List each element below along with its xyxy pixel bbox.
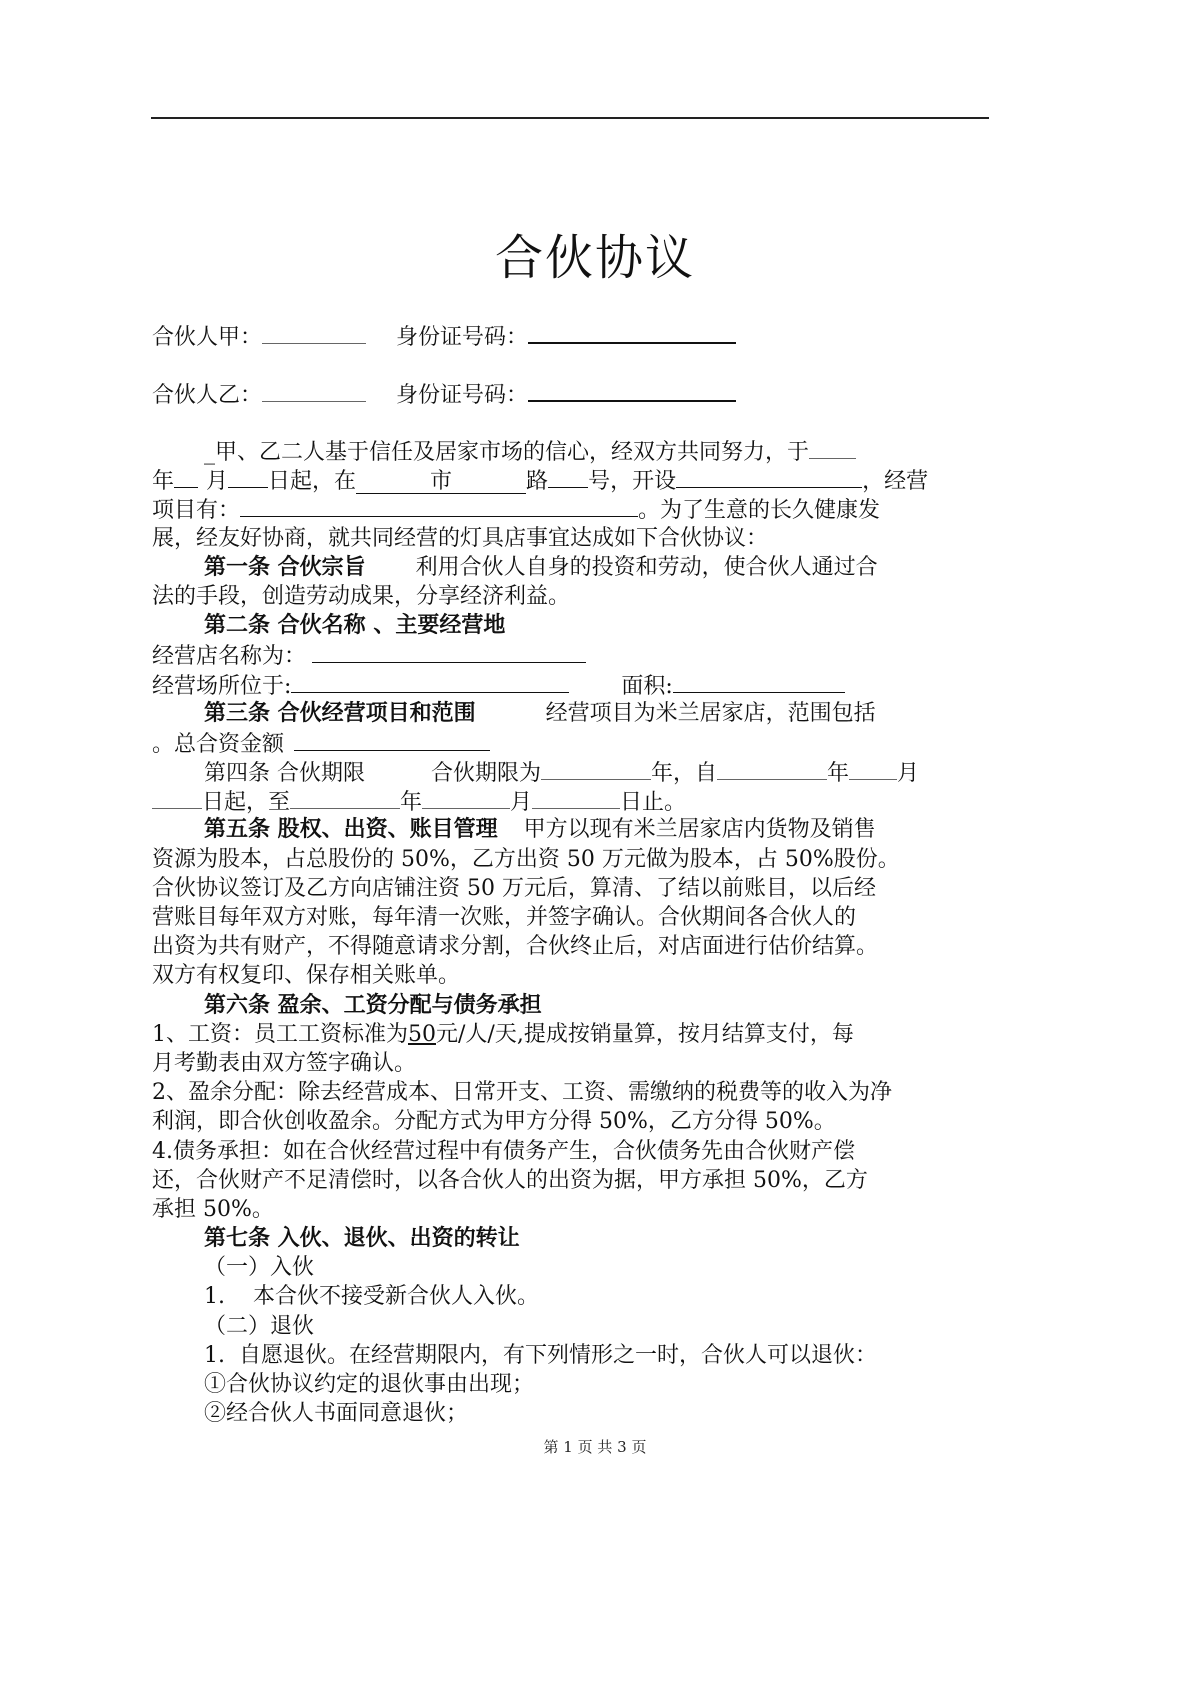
article-5-line-5: 出资为共有财产，不得随意请求分割，合伙终止后，对店面进行估价结算。 — [152, 934, 879, 960]
total-capital-label: 。总合资金额 — [152, 731, 285, 757]
partner-b-name-blank[interactable] — [262, 379, 366, 402]
term-month-label: 月 — [897, 761, 920, 787]
partner-b-id-blank[interactable] — [528, 378, 736, 402]
year-label: 年 — [152, 469, 175, 495]
article-3-line-1 — [152, 699, 992, 728]
join-item-1: 1. 本合伙不接受新合伙人入伙。 — [204, 1284, 539, 1310]
term-to-label: 日起，至 — [202, 790, 291, 816]
wage-line-2: 月考勤表由双方签字确认。 — [152, 1050, 417, 1076]
partner-a-id-label: 身份证号码： — [396, 325, 529, 350]
partner-b-id-label: 身份证号码： — [396, 383, 529, 408]
term-from-day-blank[interactable] — [152, 786, 202, 809]
article-4-line-2 — [152, 786, 992, 815]
from-at-label: 日起，在 — [268, 469, 357, 495]
article-3-heading: 第三条 合伙经营项目和范围 — [204, 699, 476, 726]
intro-text: _甲、乙二人基于信任及居家市场的信心，经双方共同努力，于 — [204, 440, 810, 465]
road-label: 路 — [526, 469, 549, 495]
term-years-blank[interactable] — [541, 757, 651, 780]
month-label: 月 — [206, 469, 229, 495]
term-to-year-blank[interactable] — [290, 786, 400, 809]
profit-line-1: 2、盈余分配：除去经营成本、日常开支、工资、需缴纳的税费等的收入为净 — [152, 1080, 892, 1106]
shop-name-blank[interactable] — [312, 640, 586, 663]
start-year-blank[interactable] — [809, 436, 856, 459]
term-to-year-label: 年 — [400, 790, 423, 816]
join-heading: （一）入伙 — [204, 1255, 315, 1281]
debt-line-1: 4.债务承担：如在合伙经营过程中有债务产生，合伙债务先由合伙财产偿 — [152, 1138, 855, 1164]
intro-line-2 — [152, 465, 992, 494]
page-footer: 第 1 页 共 3 页 — [543, 1438, 647, 1456]
profit-line-2: 利润，即合伙创收盈余。分配方式为甲方分得 50%，乙方分得 50%。 — [152, 1109, 836, 1135]
article-2-heading: 第二条 合伙名称 、主要经营地 — [204, 612, 506, 639]
partner-a-label: 合伙人甲： — [152, 325, 263, 350]
article-6-heading: 第六条 盈余、工资分配与债务承担 — [204, 991, 542, 1018]
wage-text: 元/人/天,提成按销量算，按月结算支付，每 — [436, 1021, 854, 1047]
exit-condition-1: ①合伙协议约定的退伙事由出现； — [204, 1372, 535, 1397]
city-blank[interactable] — [356, 471, 526, 494]
exit-heading: （二）退伙 — [204, 1313, 315, 1339]
article-5-heading: 第五条 股权、出资、账目管理 — [204, 816, 498, 843]
term-from-year-blank[interactable] — [717, 757, 827, 780]
article-3-text: 经营项目为米兰居家店，范围包括 — [545, 700, 876, 726]
article-4-heading: 第四条 合伙期限 — [204, 761, 365, 787]
shop-blank[interactable] — [676, 465, 862, 488]
shop-place-label: 经营场所位于: — [152, 673, 292, 699]
exit-item-1: 1. 自愿退伙。在经营期限内，有下列情形之一时，合伙人可以退伙： — [204, 1342, 877, 1368]
debt-line-3: 承担 50%。 — [152, 1196, 274, 1222]
header-rule — [151, 117, 989, 119]
shop-name-label: 经营店名称为： — [152, 644, 307, 670]
city-label: 市 — [430, 469, 453, 495]
wage-line-1 — [152, 1020, 992, 1049]
partner-b-label: 合伙人乙： — [152, 383, 263, 408]
total-capital-blank[interactable] — [294, 728, 490, 751]
wage-amount: 50 — [408, 1021, 436, 1047]
business-label: ，经营 — [862, 469, 929, 495]
shop-place-row — [152, 670, 992, 699]
partner-a-row — [152, 320, 736, 353]
article-5-text: 甲方以现有米兰居家店内货物及销售 — [523, 817, 876, 843]
document-title: 合伙协议 — [494, 230, 695, 286]
partner-b-row — [152, 378, 736, 411]
partner-a-id-blank[interactable] — [528, 320, 736, 344]
article-1-line-1 — [152, 553, 992, 582]
term-end-label: 日止。 — [620, 790, 687, 816]
exit-condition-2: ②经合伙人书面同意退伙； — [204, 1401, 469, 1427]
term-from-label: 年，自 — [651, 761, 718, 787]
term-from-month-blank[interactable] — [849, 757, 897, 780]
article-1-heading: 第一条 合伙宗旨 — [204, 553, 366, 580]
start-month-blank[interactable] — [174, 465, 198, 488]
intro-line-4: 展，经友好协商，就共同经营的灯具店事宜达成如下合伙协议： — [152, 525, 769, 551]
open-label: 号，开设 — [588, 469, 677, 495]
term-to-month-label: 月 — [510, 790, 533, 816]
article-3-line-2 — [152, 728, 992, 757]
term-to-day-blank[interactable] — [532, 786, 620, 809]
area-label: 面积: — [621, 673, 673, 699]
article-1-line-2: 法的手段，创造劳动成果，分享经济利益。 — [152, 583, 571, 609]
article-1-text: 利用合伙人自身的投资和劳动，使合伙人通过合 — [415, 554, 878, 580]
partner-a-name-blank[interactable] — [262, 321, 366, 344]
article-7-heading: 第七条 入伙、退伙、出资的转让 — [204, 1225, 520, 1252]
agreement-body — [152, 436, 992, 1428]
intro-line-1 — [152, 436, 992, 465]
items-label: 项目有： — [152, 498, 241, 524]
intro-text-2: 。为了生意的长久健康发 — [638, 498, 881, 524]
intro-line-3 — [152, 494, 992, 523]
items-blank[interactable] — [240, 494, 638, 517]
shop-name-row — [152, 640, 992, 669]
article-5-line-3: 合伙协议签订及乙方向店铺注资 50 万元后，算清、了结以前账目，以后经 — [152, 875, 876, 901]
shop-place-blank[interactable] — [291, 670, 569, 693]
number-blank[interactable] — [548, 465, 588, 488]
debt-line-2: 还，合伙财产不足清偿时，以各合伙人的出资为据，甲方承担 50%，乙方 — [152, 1167, 868, 1193]
start-day-blank[interactable] — [228, 465, 268, 488]
area-blank[interactable] — [673, 670, 845, 693]
wage-label: 1、工资：员工工资标准为 — [152, 1021, 408, 1047]
article-5-line-1 — [152, 815, 992, 844]
article-4-line-1 — [152, 757, 992, 786]
article-5-line-4: 营账目每年双方对账，每年清一次账，并签字确认。合伙期间各合伙人的 — [152, 905, 857, 930]
term-label: 合伙期限为 — [431, 761, 542, 787]
term-year-label: 年 — [827, 761, 850, 787]
article-5-line-6: 双方有权复印、保存相关账单。 — [152, 963, 461, 989]
article-5-line-2: 资源为股本，占总股份的 50%，乙方出资 50 万元做为股本，占 50%股份。 — [152, 846, 900, 872]
term-to-month-blank[interactable] — [422, 786, 510, 809]
